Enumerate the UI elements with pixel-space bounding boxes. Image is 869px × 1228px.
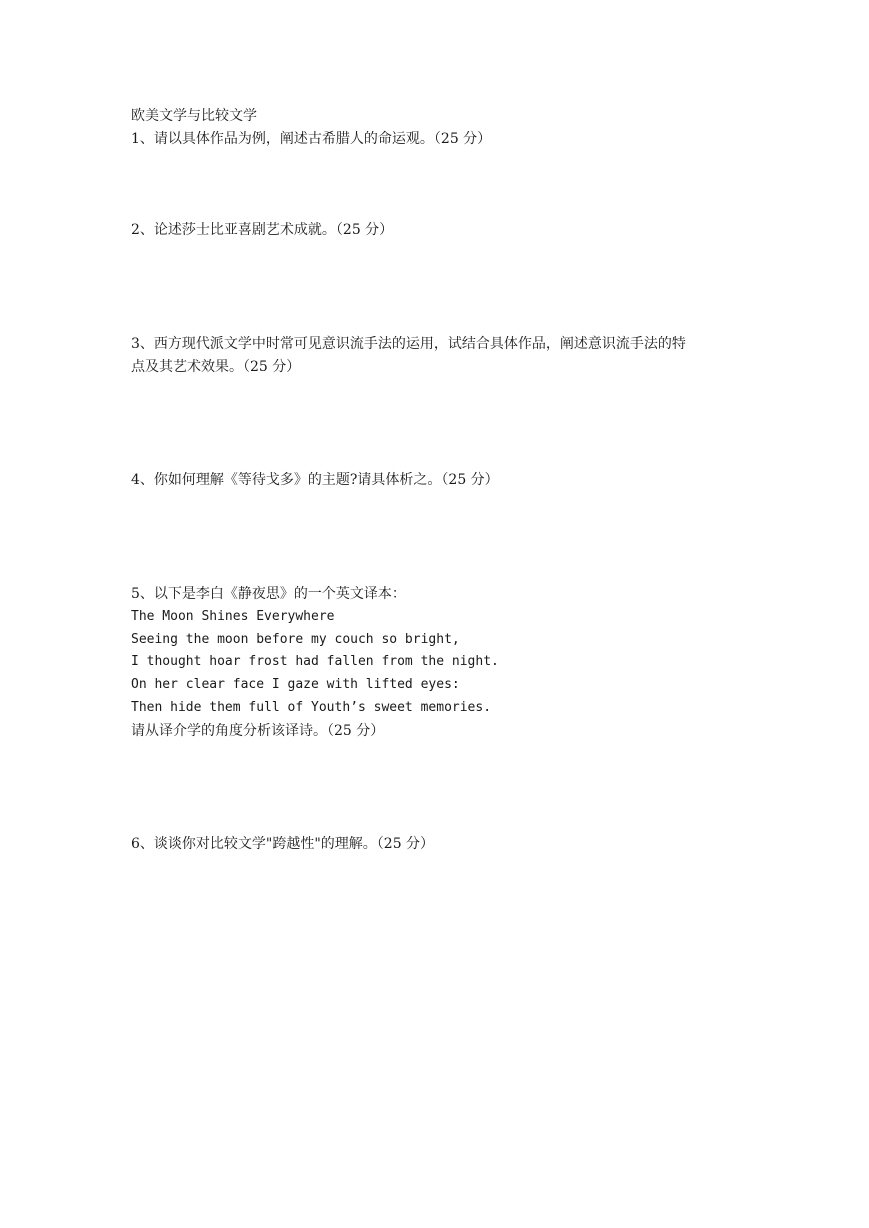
question-2: 2、论述莎士比亚喜剧艺术成就。（25 分）	[131, 222, 394, 238]
question-3-line-1: 3、西方现代派文学中时常可见意识流手法的运用，试结合具体作品，阐述意识流手法的特	[131, 336, 686, 352]
question-4: 4、你如何理解《等待戈多》的主题?请具体析之。（25 分）	[131, 472, 499, 488]
question-5-intro: 5、以下是李白《静夜思》的一个英文译本：	[131, 586, 406, 602]
poem-line-4: Then hide them full of Youth’s sweet memories.	[131, 700, 492, 715]
poem-line-1: Seeing the moon before my couch so bright,	[131, 632, 460, 647]
question-1: 1、请以具体作品为例，阐述古希腊人的命运观。（25 分）	[131, 131, 492, 147]
poem-line-3: On her clear face I gaze with lifted eyes:	[131, 677, 460, 692]
question-3-line-2: 点及其艺术效果。（25 分）	[131, 359, 301, 375]
poem-line-title: The Moon Shines Everywhere	[131, 609, 335, 624]
poem-line-2: I thought hoar frost had fallen from the night.	[131, 654, 499, 669]
document-title: 欧美文学与比较文学	[131, 108, 257, 124]
question-6: 6、谈谈你对比较文学"跨越性"的理解。（25 分）	[131, 836, 435, 852]
question-5-prompt: 请从译介学的角度分析该译诗。（25 分）	[131, 723, 385, 739]
